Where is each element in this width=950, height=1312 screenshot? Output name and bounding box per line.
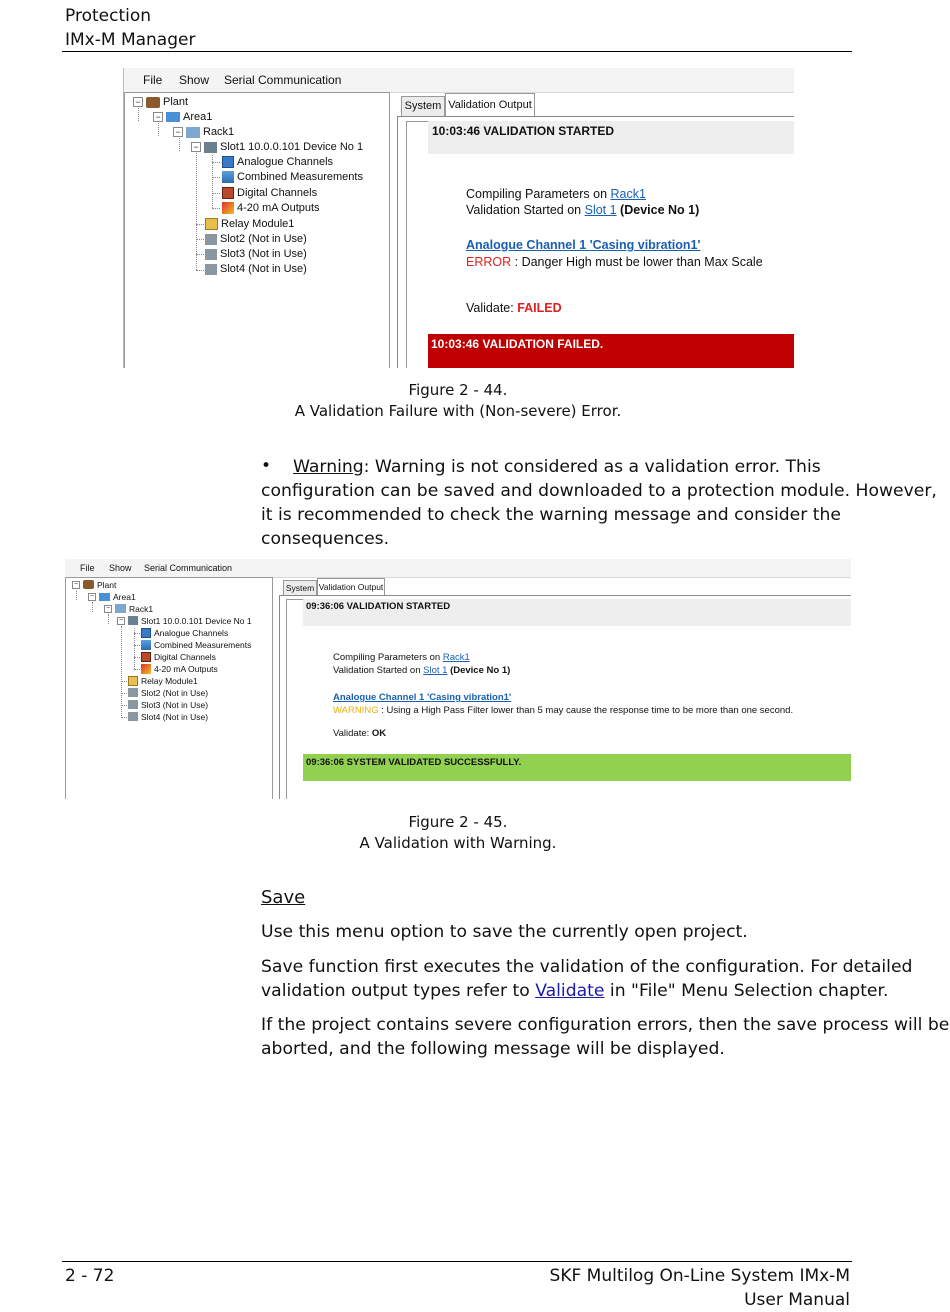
tree-node-relay-module1[interactable] (205, 217, 294, 231)
started-text: 09:36:06 VALIDATION STARTED (306, 601, 451, 612)
outputs-icon (222, 202, 234, 214)
tree-label: Slot2 (Not in Use) (141, 687, 209, 698)
tree-node-slot2[interactable] (205, 232, 307, 246)
header-section: Protection (65, 6, 152, 26)
relay-module-icon (128, 676, 138, 686)
device-icon (128, 688, 138, 697)
tree-node-slot1[interactable] (191, 140, 363, 154)
device-icon (205, 264, 217, 275)
analogue-channel-link[interactable]: Analogue Channel 1 'Casing vibration1' (466, 238, 701, 252)
validation-started-line: Validation Started on Slot 1 (Device No 1) (333, 665, 511, 676)
rack-icon (115, 604, 126, 613)
figure-1-screenshot (123, 68, 794, 368)
validate-link[interactable]: Validate (535, 981, 605, 1001)
tree-node-slot2[interactable] (128, 687, 208, 698)
analogue-channels-icon (222, 156, 234, 168)
folder-icon (99, 593, 110, 601)
footer-subtitle: User Manual (744, 1290, 850, 1310)
menu-serial-communication[interactable]: Serial Communication (224, 73, 342, 87)
header-product: IMx-M Manager (65, 30, 196, 50)
tree-node-combined-measurements[interactable] (141, 639, 251, 650)
tree-label: 4-20 mA Outputs (154, 663, 218, 674)
tree-label: Analogue Channels (237, 156, 334, 168)
rack-icon (186, 127, 200, 138)
device-icon (205, 249, 217, 260)
save-paragraph-1: Use this menu option to save the currently open project. (261, 922, 748, 942)
menu-serial-communication[interactable]: Serial Communication (144, 563, 233, 573)
device-icon (128, 616, 138, 625)
device-icon (205, 234, 217, 245)
combined-measurements-icon (141, 640, 151, 650)
save-paragraph-3: If the project contains severe configuration errors, then the save process will be aborted, and the following message will be displayed. (261, 1015, 950, 1059)
collapse-icon[interactable]: − (118, 616, 124, 624)
tab-validation-output[interactable]: Validation Output (317, 578, 385, 595)
tree-label: Combined Measurements (237, 171, 363, 183)
tree-node-plant[interactable] (72, 579, 116, 590)
collapse-icon[interactable]: − (73, 580, 79, 588)
outputs-icon (141, 664, 151, 674)
tree-node-rack1[interactable] (104, 603, 153, 614)
compiling-line: Compiling Parameters on Rack1 (466, 187, 646, 201)
failed-text: 10:03:46 VALIDATION FAILED. (431, 337, 604, 351)
tree-node-slot4[interactable] (128, 711, 208, 722)
digital-channels-icon (141, 652, 151, 662)
collapse-icon[interactable]: − (153, 112, 163, 122)
tree-label: Slot1 10.0.0.101 Device No 1 (220, 141, 364, 153)
slot1-link[interactable]: Slot 1 (584, 203, 617, 217)
device-icon (128, 700, 138, 709)
tree-label: Plant (163, 96, 189, 108)
tree-label: Relay Module1 (221, 218, 295, 230)
rack1-link[interactable]: Rack1 (610, 187, 646, 201)
collapse-icon[interactable]: − (105, 604, 111, 612)
tree-node-4-20ma-outputs[interactable] (141, 663, 218, 674)
folder-icon (166, 112, 180, 122)
tree-node-slot3[interactable] (128, 699, 208, 710)
tree-label: Slot1 10.0.0.101 Device No 1 (141, 615, 252, 626)
tree-node-digital-channels[interactable] (222, 186, 317, 200)
device-icon (204, 142, 217, 153)
header-rule (62, 51, 852, 52)
started-text: 10:03:46 VALIDATION STARTED (432, 124, 615, 138)
menu-bar (65, 559, 851, 578)
footer-title: SKF Multilog On-Line System IMx-M (549, 1266, 850, 1286)
validation-output-panel (397, 116, 794, 368)
tree-label: Slot2 (Not in Use) (220, 233, 307, 245)
tree-node-combined-measurements[interactable] (222, 170, 363, 184)
figure-2-caption: A Validation with Warning. (359, 834, 557, 852)
compiling-line: Compiling Parameters on Rack1 (333, 652, 470, 663)
menu-show[interactable]: Show (109, 563, 132, 573)
tree-label: 4-20 mA Outputs (237, 202, 320, 214)
tree-node-slot4[interactable] (205, 262, 307, 276)
warning-message: WARNING : Using a High Pass Filter lower than 5 may cause the response time to be more than one second. (333, 705, 794, 716)
save-paragraph-2: Save function first executes the validation of the configuration. For detailed validation output types refer to Validate in "File" Menu Selection chapter. (261, 957, 913, 1001)
validation-started-line: Validation Started on Slot 1 (Device No 1) (466, 203, 700, 217)
tree-node-slot1[interactable] (117, 615, 252, 626)
tree-label: Combined Measurements (154, 639, 252, 650)
device-icon (128, 712, 138, 721)
tree-node-area1[interactable] (88, 591, 136, 602)
tab-system[interactable]: System (283, 580, 317, 595)
tree-label: Rack1 (203, 126, 235, 138)
menu-bar (124, 68, 794, 93)
figure-1-caption: A Validation Failure with (Non-severe) Error. (294, 402, 622, 420)
warning-paragraph: Warning: Warning is not considered as a validation error. This configuration can be saved and downloaded to a protection module. However, it is recommended to check the warning message and consider the consequences. (261, 457, 937, 549)
project-tree (65, 577, 273, 799)
tree-node-4-20ma-outputs[interactable] (222, 201, 320, 215)
tab-validation-output[interactable]: Validation Output (445, 93, 535, 116)
page-number: 2 - 72 (65, 1266, 115, 1286)
tree-label: Analogue Channels (154, 627, 229, 638)
analogue-channels-icon (141, 628, 151, 638)
tree-node-slot3[interactable] (205, 247, 307, 261)
success-text: 09:36:06 SYSTEM VALIDATED SUCCESSFULLY. (306, 757, 522, 768)
tree-label: Plant (97, 579, 117, 590)
rack1-link[interactable]: Rack1 (442, 652, 470, 663)
collapse-icon[interactable]: − (133, 97, 143, 107)
tree-label: Digital Channels (154, 651, 216, 662)
tree-label: Slot4 (Not in Use) (220, 263, 307, 275)
validate-result-line: Validate: OK (333, 728, 387, 739)
combined-measurements-icon (222, 171, 234, 183)
bullet-marker: • (261, 456, 272, 476)
collapse-icon[interactable]: − (89, 592, 95, 600)
warning-term: Warning (293, 457, 364, 477)
menu-file[interactable]: File (143, 73, 163, 87)
relay-module-icon (205, 218, 218, 230)
footer-rule (62, 1261, 852, 1262)
tree-node-analogue-channels[interactable] (222, 155, 333, 169)
menu-file[interactable]: File (80, 563, 95, 573)
tree-node-rack1[interactable] (173, 125, 234, 139)
tree-label: Rack1 (129, 603, 154, 614)
tree-node-analogue-channels[interactable] (141, 627, 228, 638)
tree-label: Relay Module1 (141, 675, 198, 686)
validate-result-line: Validate: FAILED (466, 301, 562, 315)
error-message: ERROR : Danger High must be lower than Max Scale (466, 255, 763, 269)
figure-2-number: Figure 2 - 45. (408, 813, 508, 831)
plant-icon (146, 97, 160, 108)
tree-node-digital-channels[interactable] (141, 651, 216, 662)
tree-label: Area1 (113, 591, 136, 602)
tree-label: Slot3 (Not in Use) (220, 248, 307, 260)
analogue-channel-link[interactable]: Analogue Channel 1 'Casing vibration1' (333, 692, 512, 703)
tree-node-area1[interactable] (153, 110, 212, 124)
plant-icon (83, 580, 94, 589)
digital-channels-icon (222, 187, 234, 199)
project-tree (124, 92, 390, 368)
tree-node-relay-module1[interactable] (128, 675, 198, 686)
figure-1-number: Figure 2 - 44. (408, 381, 508, 399)
tree-label: Area1 (183, 111, 213, 123)
menu-show[interactable]: Show (179, 73, 210, 87)
tree-label: Slot3 (Not in Use) (141, 699, 209, 710)
save-heading: Save (261, 887, 306, 908)
slot1-link[interactable]: Slot 1 (423, 665, 448, 676)
validation-output-panel (279, 595, 851, 799)
collapse-icon[interactable]: − (173, 127, 183, 137)
collapse-icon[interactable]: − (191, 142, 201, 152)
figure-2-screenshot (65, 559, 851, 799)
tree-label: Slot4 (Not in Use) (141, 711, 209, 722)
tree-node-plant[interactable] (133, 95, 188, 109)
tree-label: Digital Channels (237, 187, 318, 199)
tab-system[interactable]: System (401, 96, 445, 116)
